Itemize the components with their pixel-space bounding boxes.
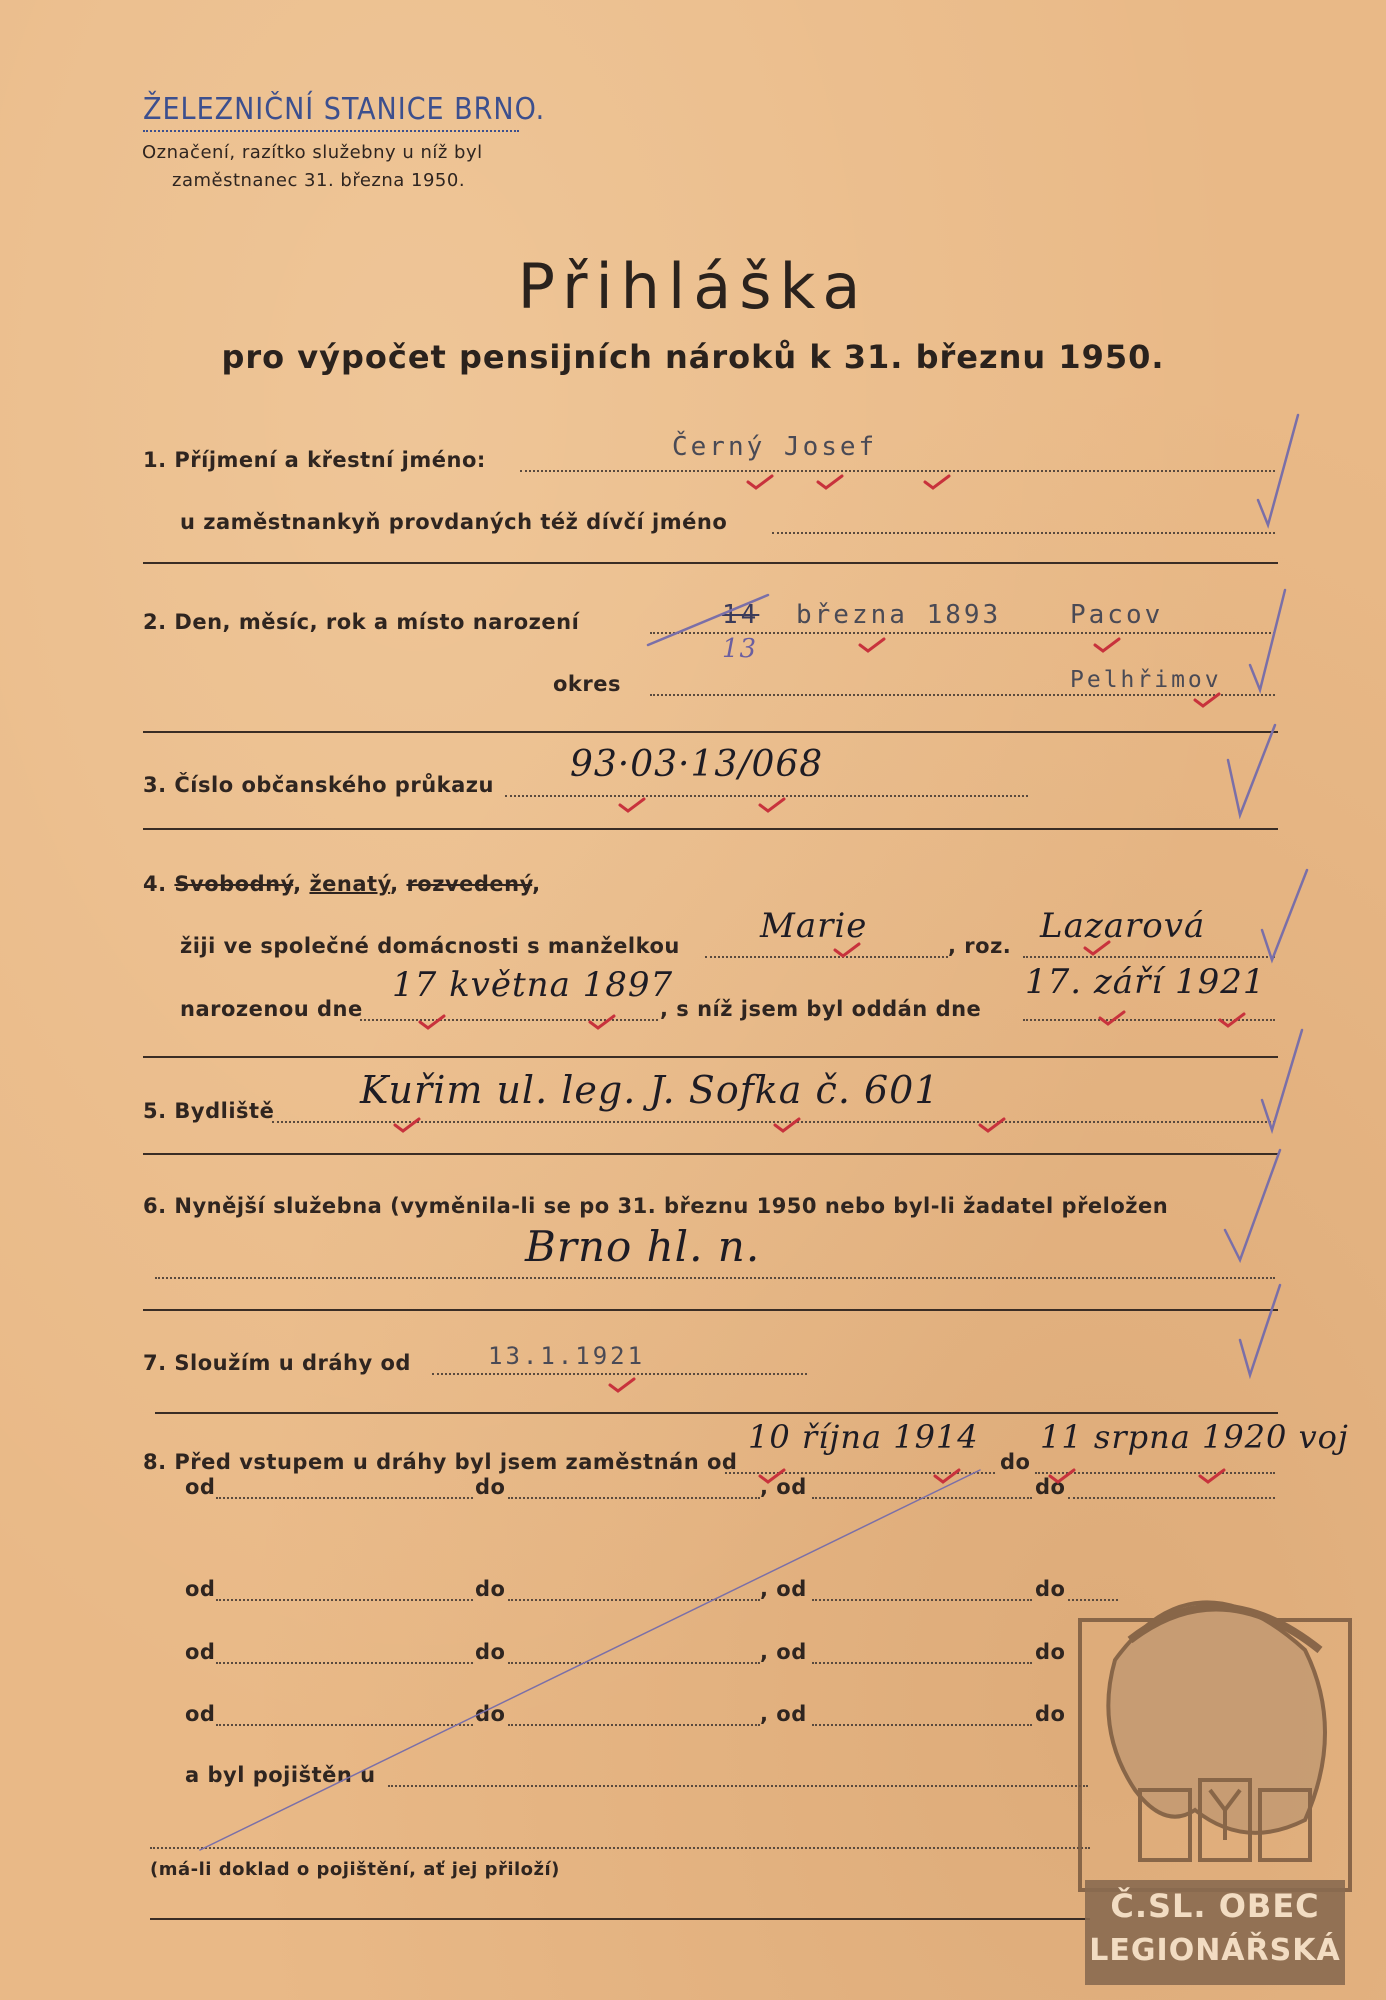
watermark-line2: LEGIONÁŘSKÁ bbox=[1089, 1933, 1341, 1968]
field-5-label: 5. Bydliště bbox=[143, 1099, 275, 1123]
field-2-day-struck: 14 bbox=[722, 600, 760, 630]
station-stamp: ŽELEZNIČNÍ STANICE BRNO. bbox=[143, 92, 546, 127]
status-divorced[interactable]: rozvedený bbox=[406, 872, 533, 896]
employment-row-2-do2: do bbox=[1035, 1577, 1066, 1601]
form-subtitle: pro výpočet pensijních nároků k 31. březnu 1950. bbox=[221, 338, 1165, 376]
status-single[interactable]: Svobodný bbox=[174, 872, 294, 896]
field-4-roz-label: , roz. bbox=[948, 934, 1012, 958]
employment-row-4-do: do bbox=[475, 1702, 506, 1726]
field-1b-label: u zaměstnankyň provdaných též dívčí jméno bbox=[180, 510, 728, 534]
field-4-wife-name[interactable]: Marie bbox=[760, 906, 868, 946]
field-4-maiden-name[interactable]: Lazarová bbox=[1040, 906, 1206, 946]
field-3-label: 3. Číslo občanského průkazu bbox=[143, 773, 494, 797]
stamp-caption-line2: zaměstnanec 31. března 1950. bbox=[172, 170, 466, 191]
field-1-value[interactable]: Černý Josef bbox=[672, 432, 878, 462]
status-sep-2: , bbox=[390, 872, 399, 896]
field-8-from[interactable]: 10 října 1914 bbox=[748, 1418, 979, 1456]
field-2-okres-value[interactable]: Pelhřimov bbox=[1070, 667, 1222, 693]
employment-row-3-do2: do bbox=[1035, 1640, 1066, 1664]
employment-row-1-do2: do bbox=[1035, 1475, 1066, 1499]
field-2-label: 2. Den, měsíc, rok a místo narození bbox=[143, 610, 580, 634]
field-2-okres-label: okres bbox=[553, 672, 621, 696]
form-title: Přihláška bbox=[517, 250, 869, 323]
field-4-married-value[interactable]: 17. září 1921 bbox=[1025, 962, 1266, 1002]
field-4-prefix: 4. bbox=[143, 872, 167, 896]
field-8-label: 8. Před vstupem u dráhy byl jsem zaměstnán od bbox=[143, 1450, 738, 1474]
red-check-marks bbox=[395, 476, 1244, 1482]
employment-row-4-od: od bbox=[185, 1702, 216, 1726]
field-1-label: 1. Příjmení a křestní jméno: bbox=[143, 448, 486, 472]
field-8-to[interactable]: 11 srpna 1920 voj bbox=[1040, 1418, 1349, 1456]
field-8-do-label: do bbox=[1000, 1450, 1031, 1474]
employment-row-3-do: do bbox=[475, 1640, 506, 1664]
field-2-place[interactable]: Pacov bbox=[1070, 600, 1164, 630]
field-4-born-value[interactable]: 17 května 1897 bbox=[392, 965, 674, 1005]
field-5-value[interactable]: Kuřim ul. leg. J. Sofka č. 601 bbox=[360, 1068, 940, 1112]
legion-emblem-icon bbox=[1080, 1602, 1350, 1890]
field-4-married-label: , s níž jsem byl oddán dne bbox=[660, 997, 982, 1021]
employment-row-1-do: do bbox=[475, 1475, 506, 1499]
field-7-value[interactable]: 13.1.1921 bbox=[488, 1342, 646, 1370]
employment-row-1-od: od bbox=[185, 1475, 216, 1499]
status-sep-3: , bbox=[532, 872, 541, 896]
field-2-value[interactable]: března 1893 bbox=[796, 600, 1002, 630]
employment-row-3-od2: , od bbox=[760, 1640, 807, 1664]
employment-row-1-od2: , od bbox=[760, 1475, 807, 1499]
field-4-household-label: žiji ve společné domácnosti s manželkou bbox=[180, 934, 680, 958]
field-4-born-label: narozenou dne bbox=[180, 997, 363, 1021]
stamp-caption-line1: Označení, razítko služebny u níž byl bbox=[142, 142, 483, 163]
employment-row-2-od: od bbox=[185, 1577, 216, 1601]
field-7-label: 7. Sloužím u dráhy od bbox=[143, 1351, 411, 1375]
field-8-insured-label: a byl pojištěn u bbox=[185, 1763, 376, 1787]
field-8-note: (má-li doklad o pojištění, ať jej přiloží) bbox=[150, 1859, 560, 1880]
status-married[interactable]: ženatý bbox=[309, 872, 391, 896]
field-6-label: 6. Nynější služebna (vyměnila-li se po 31. březnu 1950 nebo byl-li žadatel přeložen bbox=[143, 1194, 1169, 1218]
employment-row-4-do2: do bbox=[1035, 1702, 1066, 1726]
employment-row-3-od: od bbox=[185, 1640, 216, 1664]
employment-row-2-do: do bbox=[475, 1577, 506, 1601]
field-2-day-correction: 13 bbox=[722, 634, 758, 664]
field-6-value[interactable]: Brno hl. n. bbox=[525, 1222, 761, 1271]
employment-row-4-od2: , od bbox=[760, 1702, 807, 1726]
field-3-value[interactable]: 93·03·13/068 bbox=[570, 744, 824, 785]
status-sep-1: , bbox=[293, 872, 302, 896]
employment-row-2-od2: , od bbox=[760, 1577, 807, 1601]
watermark-line1: Č.SL. OBEC bbox=[1110, 1887, 1320, 1925]
